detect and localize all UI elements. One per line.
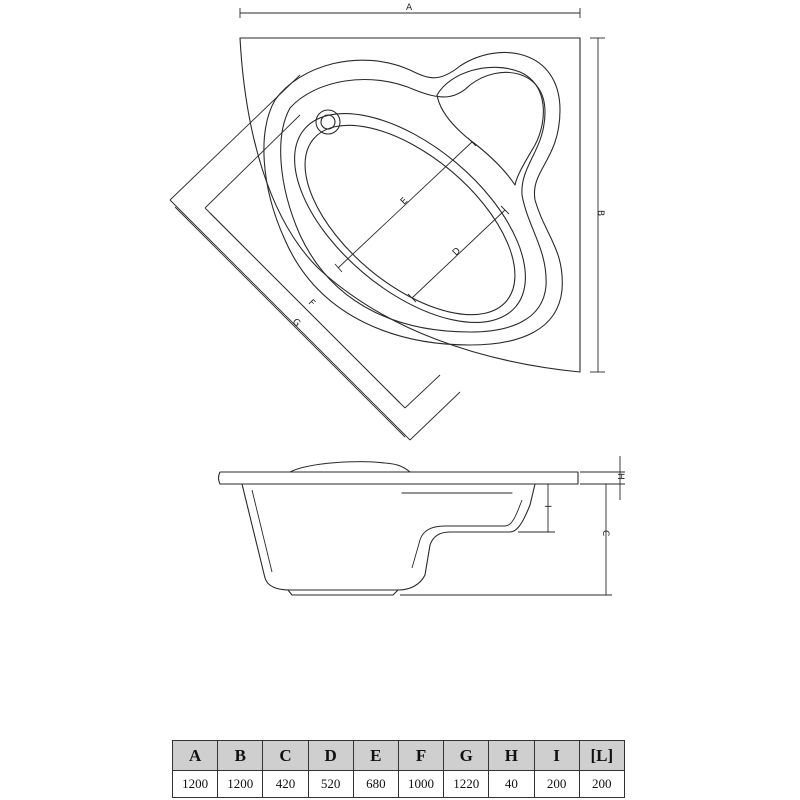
table-cell: 1200 <box>218 771 263 798</box>
dimensions-table <box>172 740 625 798</box>
table-header-cell: [L] <box>579 741 624 771</box>
table-header-cell: F <box>398 741 443 771</box>
table-cell: 200 <box>579 771 624 798</box>
table-header-cell: D <box>308 741 353 771</box>
tub-bowl-inner-outline <box>281 72 546 332</box>
table-cell: 1200 <box>173 771 218 798</box>
table-header-cell: C <box>263 741 308 771</box>
dimension-label-b: B <box>595 210 605 217</box>
top-view <box>170 3 605 440</box>
tub-bottom-foot <box>288 590 398 595</box>
table-cell: 40 <box>489 771 534 798</box>
table-header-cell: I <box>534 741 579 771</box>
tub-body-side <box>242 484 535 590</box>
dimension-label-d: D <box>451 246 464 259</box>
dimension-label-c: C <box>600 530 610 537</box>
table-cell: 420 <box>263 771 308 798</box>
basin-ellipse <box>258 74 562 362</box>
tub-inner-line-2 <box>412 500 522 568</box>
table-header-row <box>173 741 625 771</box>
table-header-cell: A <box>173 741 218 771</box>
table-cell: 200 <box>534 771 579 798</box>
table-header-cell: E <box>353 741 398 771</box>
drain-outer <box>316 110 340 134</box>
table-header-cell: B <box>218 741 263 771</box>
table-cell: 520 <box>308 771 353 798</box>
table-cell: 680 <box>353 771 398 798</box>
side-view <box>219 456 626 595</box>
table-cell: 1000 <box>398 771 443 798</box>
table-header-cell: G <box>444 741 489 771</box>
tub-inner-line <box>252 490 272 572</box>
tub-rim-side <box>219 472 579 484</box>
dimension-label-i: I <box>542 505 552 508</box>
dimension-label-e: E <box>399 196 411 208</box>
dimension-label-h: H <box>615 473 625 480</box>
dimension-label-f: F <box>305 298 317 309</box>
headrest-bump <box>290 462 410 472</box>
dimension-label-a: A <box>406 3 413 13</box>
table-cell: 1220 <box>444 771 489 798</box>
table-header-cell: H <box>489 741 534 771</box>
dimension-label-g: G <box>289 317 302 330</box>
drain-inner <box>321 115 335 129</box>
table-row <box>173 771 625 798</box>
